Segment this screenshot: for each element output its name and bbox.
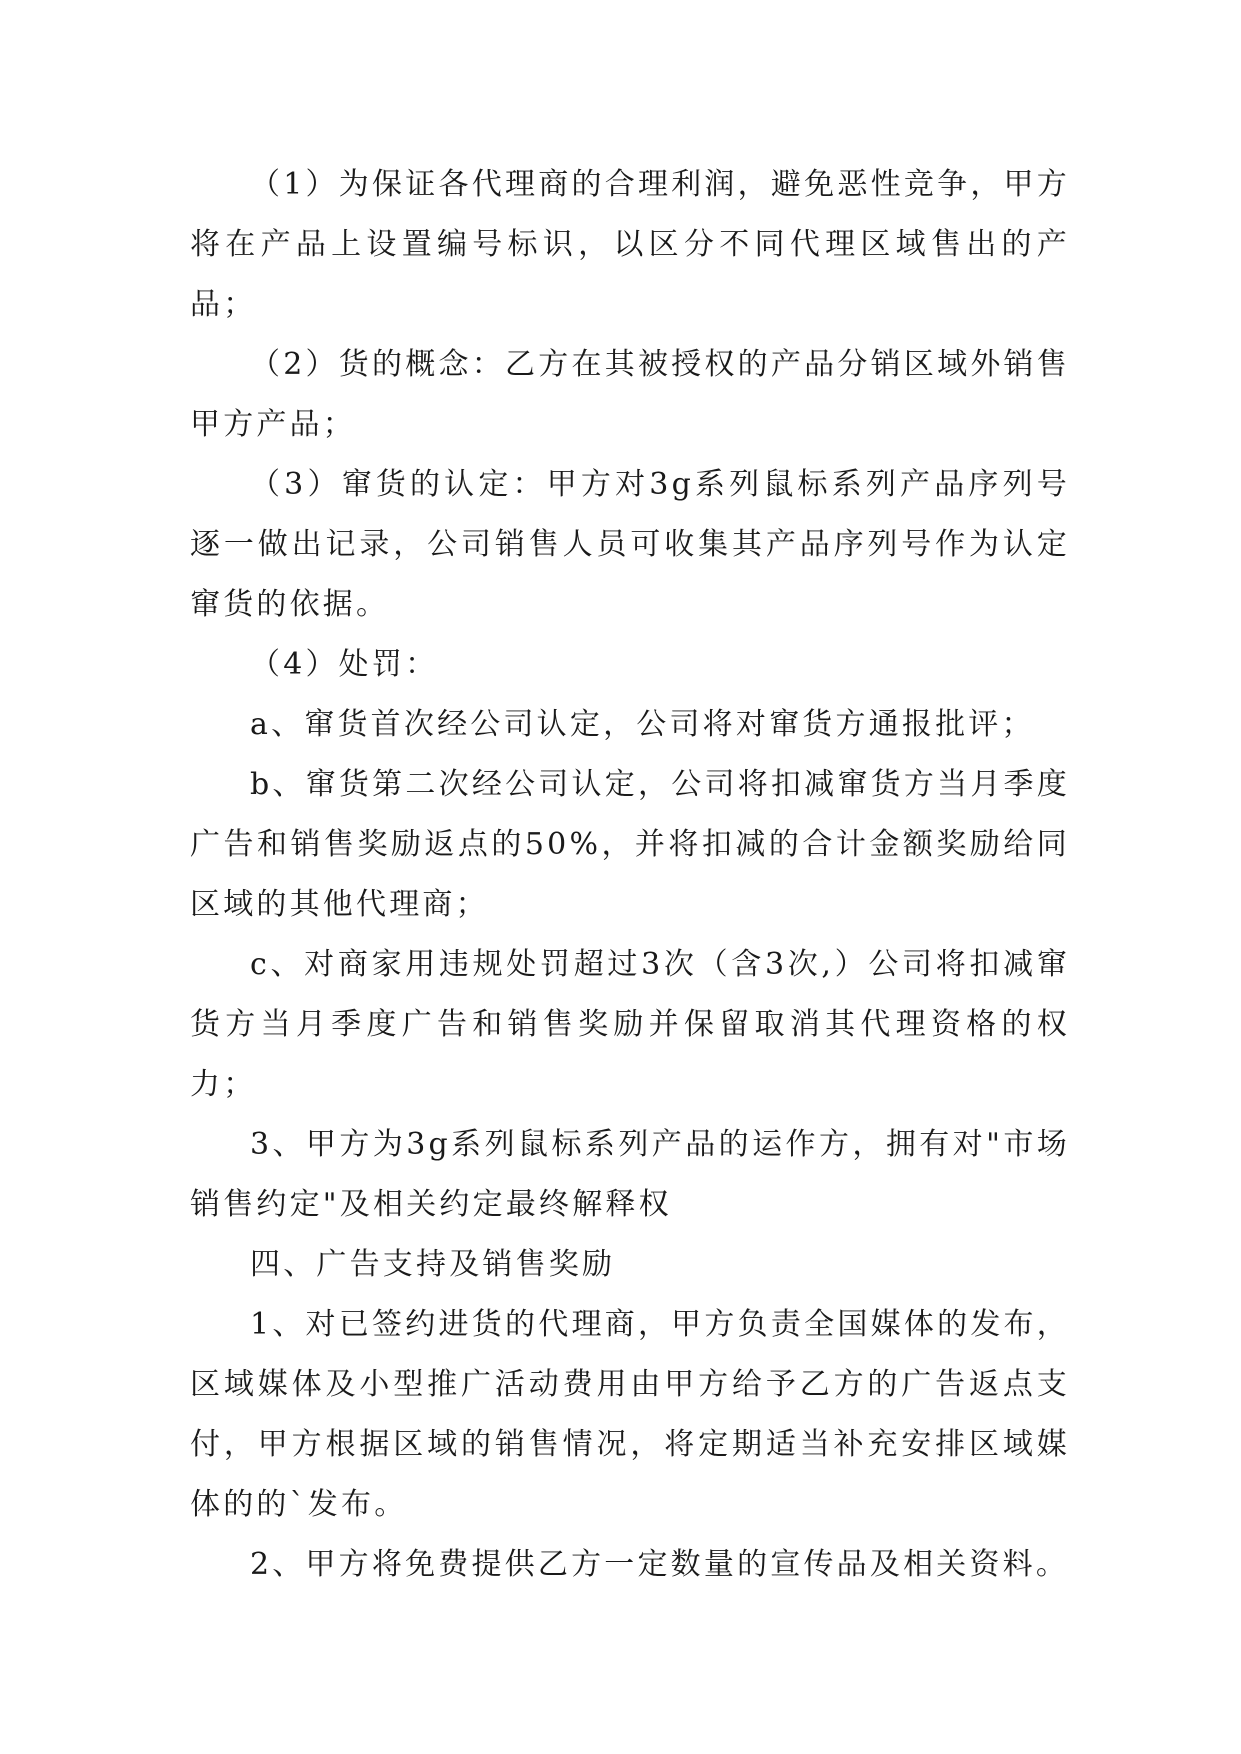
paragraph-goods-concept: （2）货的概念：乙方在其被授权的产品分销区域外销售甲方产品； bbox=[190, 347, 1070, 442]
section-heading-ad-support: 四、广告支持及销售奖励 bbox=[250, 1247, 616, 1282]
paragraph-penalty-heading: （4）处罚： bbox=[250, 647, 439, 682]
paragraph-penalty-c: c、对商家用违规处罚超过3次（含3次,）公司将扣减窜货方当月季度广告和销售奖励并保留取消其代理资格的权力； bbox=[190, 947, 1070, 1102]
paragraph-penalty-a: a、窜货首次经公司认定，公司将对窜货方通报批评； bbox=[250, 707, 1035, 742]
paragraph-penalty-b: b、窜货第二次经公司认定，公司将扣减窜货方当月季度广告和销售奖励返点的50%，并将扣减的合计金额奖励给同区域的其他代理商； bbox=[190, 767, 1070, 922]
paragraph-interpretation-right: 3、甲方为3g系列鼠标系列产品的运作方，拥有对"市场销售约定"及相关约定最终解释权 bbox=[190, 1127, 1070, 1222]
paragraph-anti-conflict-numbering: （1）为保证各代理商的合理利润，避免恶性竞争，甲方将在产品上设置编号标识，以区分不同代理区域售出的产品； bbox=[190, 167, 1070, 322]
paragraph-promotional-materials: 2、甲方将免费提供乙方一定数量的宣传品及相关资料。 bbox=[250, 1547, 1070, 1582]
document-body bbox=[190, 155, 1070, 1595]
paragraph-cross-selling-determination: （3）窜货的认定：甲方对3g系列鼠标系列产品序列号逐一做出记录，公司销售人员可收集其产品序列号作为认定窜货的依据。 bbox=[190, 467, 1070, 622]
paragraph-media-publishing: 1、对已签约进货的代理商，甲方负责全国媒体的发布，区域媒体及小型推广活动费用由甲方给予乙方的广告返点支付，甲方根据区域的销售情况，将定期适当补充安排区域媒体的的`发布。 bbox=[190, 1307, 1070, 1522]
